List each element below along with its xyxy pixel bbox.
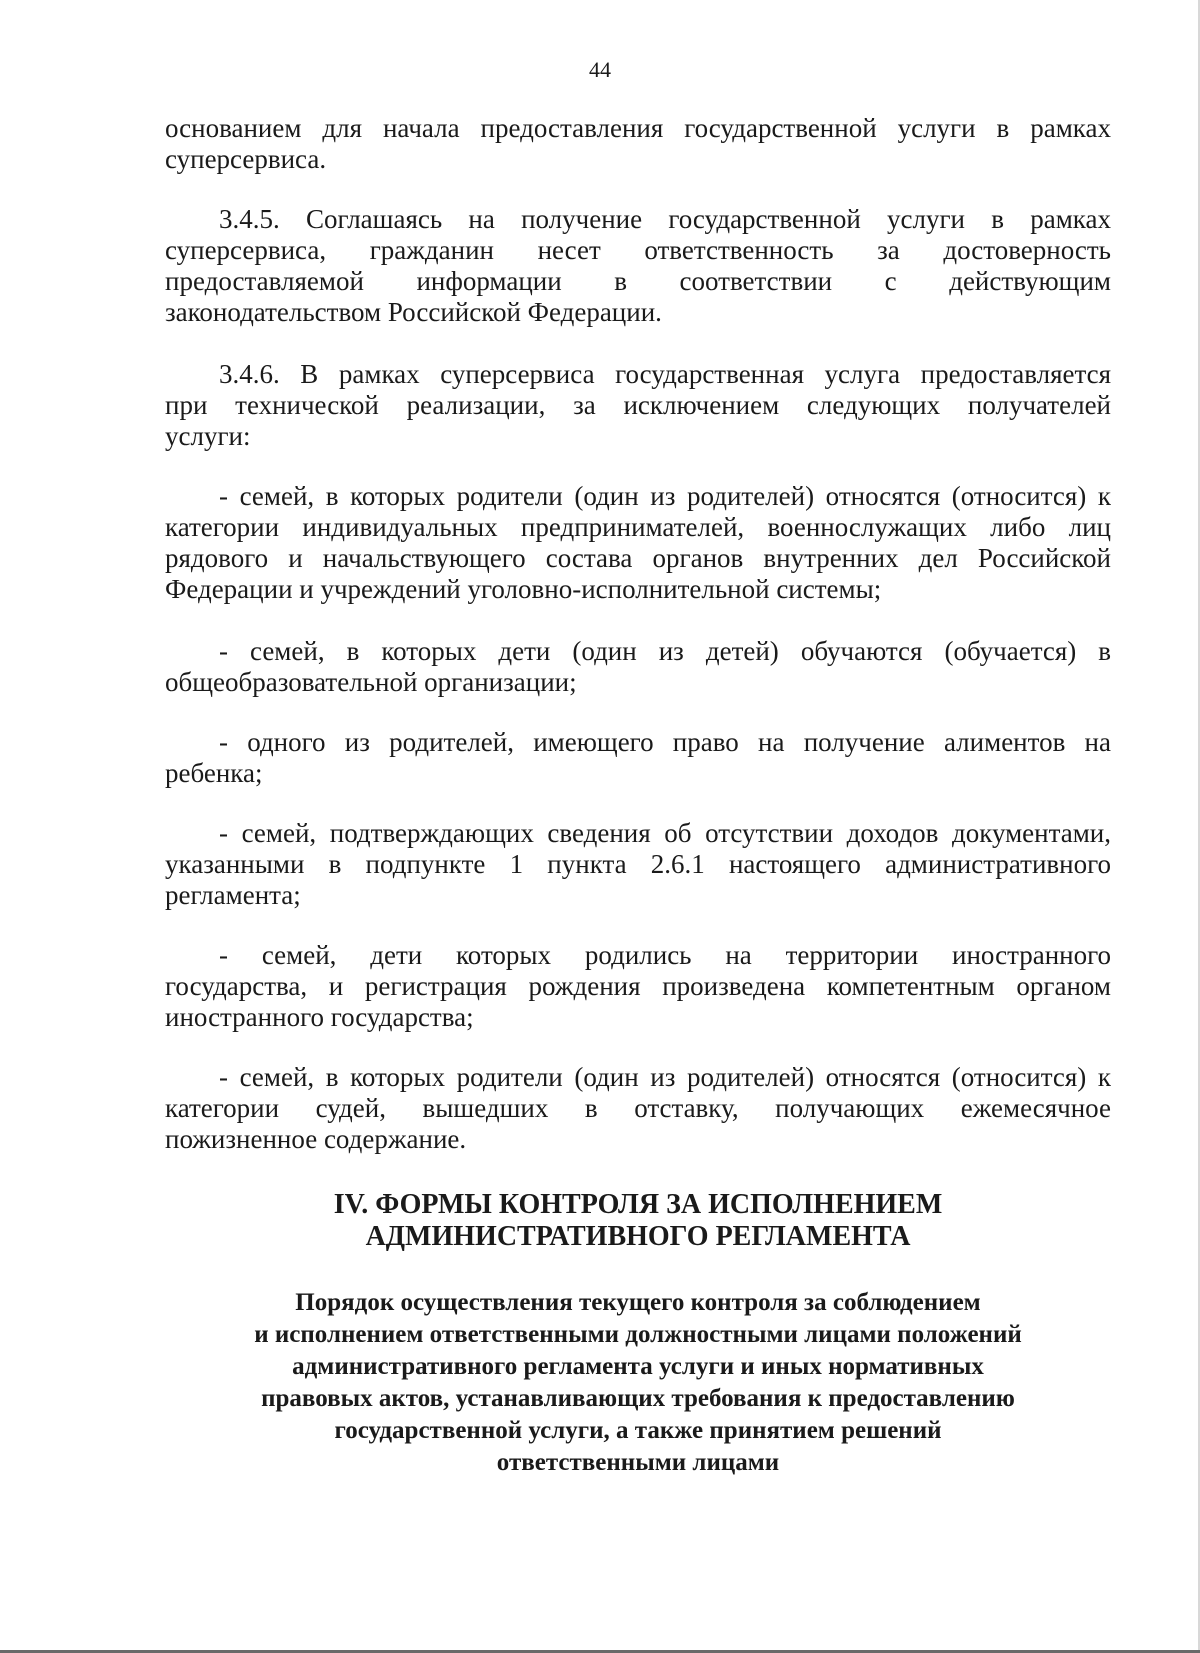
text-line: категории судей, вышедших в отставку, получающих ежемесячное [165,1093,1111,1123]
text-line: - семей, в которых родители (один из родителей) относятся (относится) к [219,481,1111,511]
text-line: предоставляемой информации в соответствии с действующим [165,266,1111,296]
text-line: общеобразовательной организации; [165,667,577,697]
section-heading-line: IV. ФОРМЫ КОНТРОЛЯ ЗА ИСПОЛНЕНИЕМ [333,1189,943,1220]
text-line: - семей, подтверждающих сведения об отсутствии доходов документами, [219,818,1111,848]
section-heading [150,1189,1126,1253]
list-item-retired-judges [165,1062,1111,1155]
list-item-students [165,636,1111,698]
list-item-no-income [165,818,1111,911]
page-number: 44 [589,57,611,82]
text-line: суперсервиса. [165,144,327,174]
text-line: - одного из родителей, имеющего право на получение алиментов на [219,727,1111,757]
subsection-heading-line: Порядок осуществления текущего контроля за соблюдением [295,1289,981,1316]
subsection-heading-line: государственной услуги, а также принятием решений [334,1417,942,1444]
paragraph-3-4-6 [165,359,1111,452]
text-line: указанными в подпункте 1 пункта 2.6.1 настоящего административного [165,849,1111,879]
list-item-entrepreneurs [165,481,1111,605]
text-line: Федерации и учреждений уголовно-исполнительной системы; [165,574,882,604]
list-item-foreign-birth [165,940,1111,1033]
subsection-heading-line: административного регламента услуги и иных нормативных [292,1353,984,1380]
text-line: - семей, в которых родители (один из родителей) относятся (относится) к [219,1062,1111,1092]
text-line: категории индивидуальных предпринимателей, военнослужащих либо лиц [165,512,1111,542]
subsection-heading-line: ответственными лицами [496,1449,780,1476]
subsection-heading [150,1287,1126,1479]
paragraph-3-4-5 [165,204,1111,328]
text-line: рядового и начальствующего состава органов внутренних дел Российской [165,543,1111,573]
text-line: 3.4.6. В рамках суперсервиса государственная услуга предоставляется [219,359,1111,389]
paragraph-intro-continuation [165,113,1111,175]
text-line: иностранного государства; [165,1002,474,1032]
text-line: суперсервиса, гражданин несет ответственность за достоверность [165,235,1111,265]
subsection-heading-line: и исполнением ответственными должностными лицами положений [254,1321,1022,1348]
list-item-alimony [165,727,1111,789]
text-line: основанием для начала предоставления государственной услуги в рамках [165,113,1111,143]
text-line: пожизненное содержание. [165,1124,467,1154]
text-line: услуги: [165,421,251,451]
subsection-heading-line: правовых актов, устанавливающих требования к предоставлению [261,1385,1015,1412]
text-line: ребенка; [165,758,263,788]
section-heading-line: АДМИНИСТРАТИВНОГО РЕГЛАМЕНТА [365,1221,911,1252]
text-line: - семей, в которых дети (один из детей) обучаются (обучается) в [219,636,1111,666]
text-line: - семей, дети которых родились на территории иностранного [219,940,1111,970]
text-line: регламента; [165,880,301,910]
text-line: 3.4.5. Соглашаясь на получение государственной услуги в рамках [219,204,1111,234]
text-line: при технической реализации, за исключением следующих получателей [165,390,1111,420]
text-line: законодательством Российской Федерации. [165,297,662,327]
text-line: государства, и регистрация рождения произведена компетентным органом [165,971,1111,1001]
